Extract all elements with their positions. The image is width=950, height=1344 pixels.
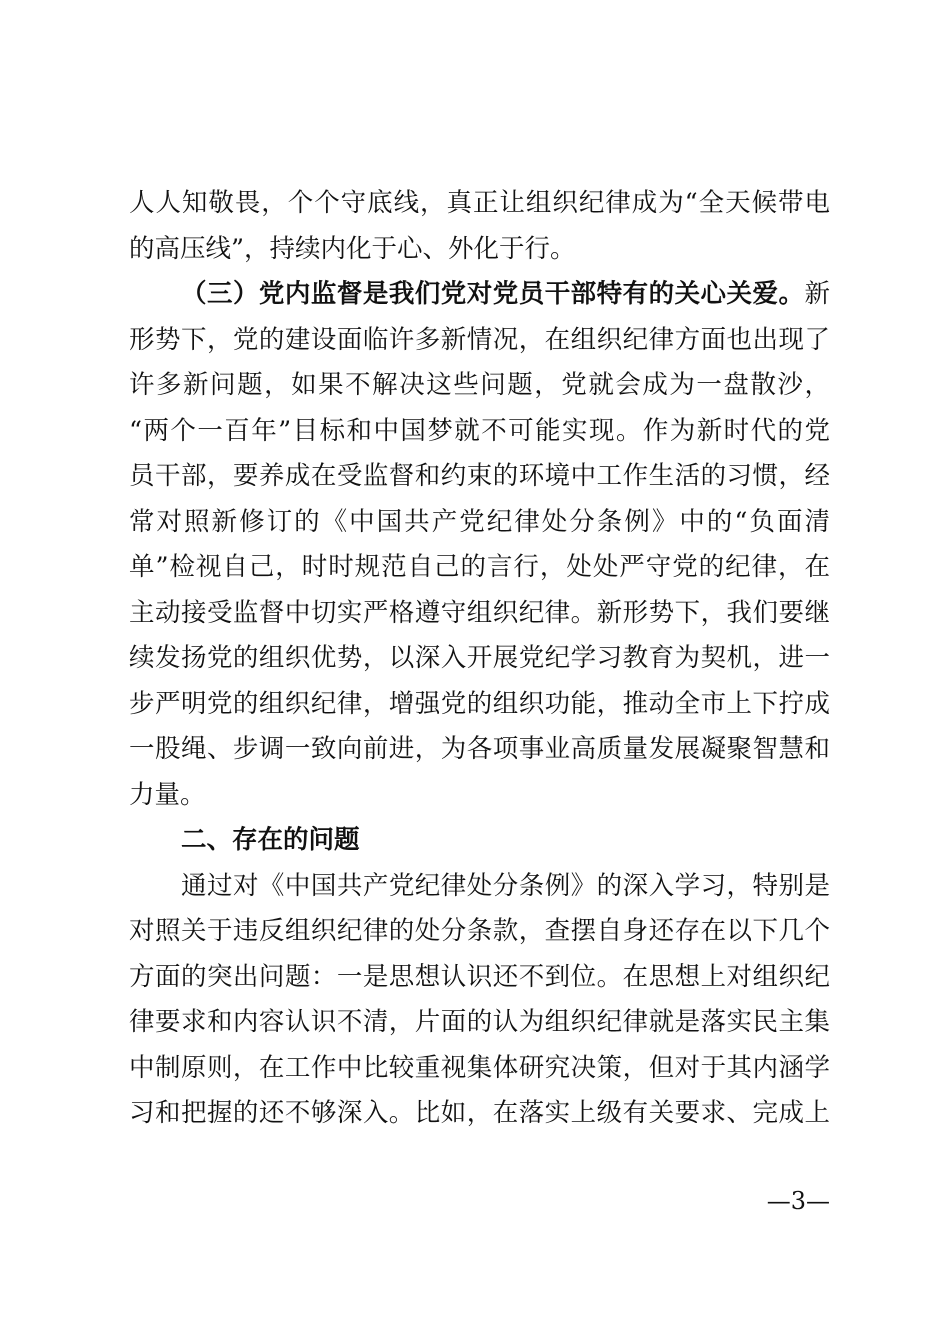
paragraph-line: 续发扬党的组织优势，以深入开展党纪学习教育为契机，进一 — [129, 643, 830, 673]
paragraph-line: 一股绳、步调一致向前进，为各项事业高质量发展凝聚智慧和 — [129, 734, 830, 764]
paragraph-first-line — [129, 272, 830, 318]
page-number: —3— — [766, 1187, 830, 1215]
paragraph-text: 新 — [804, 279, 830, 309]
paragraph-line: 对照关于违反组织纪律的处分条款，查摆自身还存在以下几个 — [129, 916, 830, 946]
paragraph-line: 习和把握的还不够深入。比如，在落实上级有关要求、完成上 — [129, 1098, 830, 1128]
paragraph-line: 的高压线”，持续内化于心、外化于行。 — [129, 233, 576, 264]
paragraph-line: “两个一百年”目标和中国梦就不可能实现。作为新时代的党 — [129, 415, 830, 446]
paragraph-line: 单”检视自己，时时规范自己的言行，处处严守党的纪律，在 — [129, 552, 830, 582]
paragraph-line: 力量。 — [129, 779, 206, 810]
paragraph-line: 方面的突出问题：一是思想认识还不到位。在思想上对组织纪 — [129, 961, 830, 992]
paragraph-line: 常对照新修订的《中国共产党纪律处分条例》中的“负面清 — [129, 506, 830, 537]
paragraph-first-line: 通过对《中国共产党纪律处分条例》的深入学习，特别是 — [181, 870, 830, 901]
paragraph-line: 形势下，党的建设面临许多新情况，在组织纪律方面也出现了 — [129, 324, 830, 355]
paragraph-line: 步严明党的组织纪律，增强党的组织功能，推动全市上下拧成 — [129, 688, 830, 719]
paragraph-line: 许多新问题，如果不解决这些问题，党就会成为一盘散沙， — [129, 370, 830, 400]
paragraph-line: 主动接受监督中切实严格遵守组织纪律。新形势下，我们要继 — [129, 597, 830, 628]
paragraph-line: 中制原则，在工作中比较重视集体研究决策，但对于其内涵学 — [129, 1052, 830, 1083]
paragraph-line: 员干部，要养成在受监督和约束的环境中工作生活的习惯，经 — [129, 461, 830, 491]
paragraph-line: 律要求和内容认识不清，片面的认为组织纪律就是落实民主集 — [129, 1007, 830, 1037]
section-heading: 二、存在的问题 — [181, 825, 360, 855]
document-body — [129, 181, 830, 1137]
subsection-heading: （三）党内监督是我们党对党员干部特有的关心关爱。 — [181, 279, 805, 309]
paragraph-line: 人人知敬畏，个个守底线，真正让组织纪律成为“全天候带电 — [129, 188, 830, 218]
